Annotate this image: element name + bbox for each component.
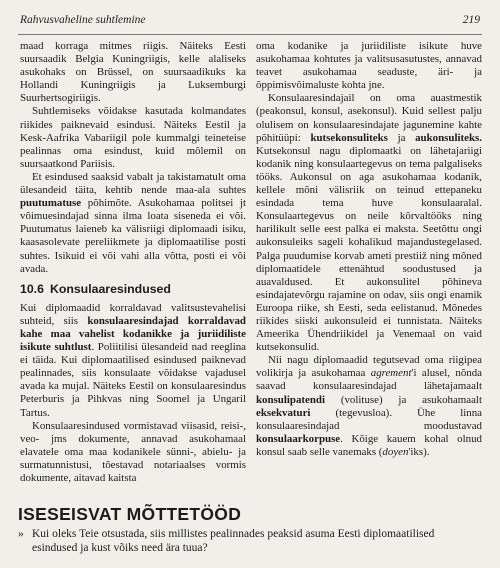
text-run: (tegevusloa). Ühe linna konsulaaresindajad moodustavad: [256, 406, 482, 432]
paragraph: [256, 92, 482, 354]
running-title: Rahvusvaheline suhtlemine: [20, 14, 146, 26]
text-run: Kui diplomaadid korraldavad valitsustevahelisi suhteid, siis: [20, 301, 246, 327]
term-career-consul: kutsekonsuliteks: [310, 131, 388, 144]
paragraph: oma kodanike ja juriidiliste isikute huve asukohamaa kohtutes ja valitsusasutustes, annavad teavet asukohamaa seaduste, äri- ja õppimisvõimaluste kohta jne.: [256, 40, 482, 92]
section-number: 10.6: [20, 281, 44, 296]
text-run: Nii nagu diplomaadid tegutsevad oma riigipea volikirja ja asukohamaa: [256, 354, 482, 380]
paragraph: [20, 302, 246, 420]
running-header: [18, 10, 482, 35]
term-inviolability: puutumatuse: [20, 197, 82, 210]
independent-work-heading: ISESEISVAT MÕTTETÖÖD: [18, 504, 242, 524]
paragraph: [256, 354, 482, 459]
term-exequatur: eksekvaturi: [256, 406, 311, 419]
text-run: Konsulaaresindajail on oma auastmestik (peakonsul, konsul, asekonsul). Kuid sellest palju olulisem on konsulaaresindajate jagunemine kahte põhitüüpi:: [256, 92, 482, 144]
text-run: 'i alusel, nõnda saavad konsulaaresindajad lähetajamaalt: [256, 367, 482, 393]
text-run: Kutsekonsul nagu diplomaatki on lähetajariigi kodanik ning konsulaartegevus on tema palgaliseks tööks. Aukonsul on aga asukohamaa kodanik, kellele mõni välisriik on teinud ettepaneku esindada tema huve konsulaaralal. Konsulaartegevus on neile kõrvaltööks ning harilikult selle eest palka ei maksta. Seetõttu ongi aukonsuleiks sageli kohalikud majandustegelased. Palga puudumise korvab ameti prestiiž ning mõned diplomaatidele ettenähtud soodustused ja auavaldused. Et aukonsulitel põhineva esindajatevõrgu rajamine on odav, siis ongi enamik Euroopa riike, sh Eesti, seda eelistanud. Mõnedes riikides siiski aukonsuleid ei tunnistata. Näiteks Ameerika Ühendriikidel ja Venemaal on vaid kutsekonsulid.: [256, 144, 482, 354]
paragraph: maad korraga mitmes riigis. Näiteks Eesti suursaadik Belgia Kuningriigis, kelle alaliseks asukohaks on Brüssel, on suursaadikuks ka Hollandi Kuningriigis ja Luksemburgi Suurhertsogiriigis.: [20, 40, 246, 105]
term-consular-corps: konsulaarkorpuse: [256, 432, 341, 445]
term-consular-patent: konsulipatendi: [256, 393, 326, 406]
independent-work-question: [18, 527, 480, 555]
right-column: [256, 40, 482, 459]
page-number: 219: [462, 14, 480, 26]
term-consular-definition: konsulaaresindajad korraldavad kahe maa vahelist kodanikke ja juriidiliste isikute suhtlust: [20, 314, 246, 354]
question-text: Kui oleks Teie otsustada, siis millistes pealinnades peaksid asuma Eesti diplomaatilised esindused ja kust võiks need ära tuua?: [32, 528, 435, 554]
bullet-marker: »: [18, 528, 24, 540]
text-run: ja: [387, 131, 416, 144]
term-doyen: doyen: [382, 445, 409, 458]
term-honorary-consul: aukonsuliteks.: [415, 131, 482, 144]
text-run: . Poliitilisi ülesandeid nad reeglina ei täida. Kui diplomaatilised esindused paiknevad pealinnades, siis konsulaate võidakse vajadusel avada ka mujal. Näiteks Eestil on konsulaaresindus Peterburis ja Pihkvas ning Soomel ja Ungaril Tartus.: [20, 341, 247, 419]
left-column: [20, 40, 246, 485]
text-run: põhimõte. Asukohamaa politsei jt võimuesindajad sinna ilma loata siseneda ei või. Puutumatus laieneb ka välisriigi diplomaadi isiku, kaasasolevate pereliikmete ja diplomaatilise posti suhtes. Isikuid ei või vahi alla võtta, posti ei või avada.: [20, 197, 246, 275]
section-title: Konsulaaresindused: [49, 281, 171, 296]
term-agrement: agrement: [370, 367, 412, 380]
text-run: (volituse) ja asukohamaalt: [325, 393, 482, 406]
paragraph: Konsulaaresindused vormistavad viisasid, reisi-, veo- jms dokumente, annavad asukohamaal elavatele oma maa kodanikele sünni-, abielu- ja surmatunnistusi, tõestavad notariaalses vormis dokumente, aitavad kaitsta: [20, 419, 246, 484]
text-run: 'iks).: [408, 445, 430, 458]
paragraph: Suhtlemiseks võidakse kasutada kolmandates riikides paiknevaid esindusi. Näiteks Eestil ja Kesk-Aafrika Vabariigil pole kummalgi teineteise pealinnas oma esindust, kuid mõlemil on suursaatkond Pariisis.: [20, 105, 246, 170]
section-heading: [20, 283, 246, 296]
text-run: Et esindused saaksid vabalt ja takistamatult oma ülesandeid täita, kehtib nende maa-ala suhtes: [20, 170, 246, 197]
text-run: . Kõige kauem kohal olnud konsul saab selle vanemaks (: [256, 432, 482, 458]
paragraph: [20, 171, 246, 276]
